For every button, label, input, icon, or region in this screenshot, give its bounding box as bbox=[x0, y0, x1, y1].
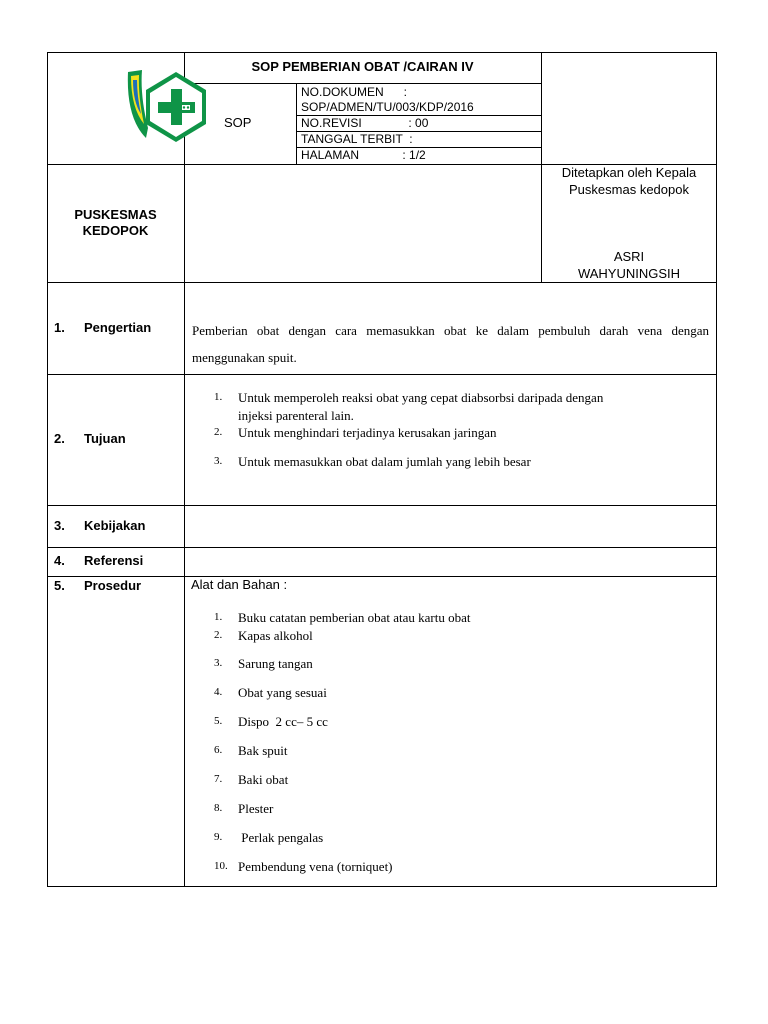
list-number: 8. bbox=[214, 802, 223, 814]
list-text: injeksi parenteral lain. bbox=[238, 408, 354, 423]
section-prosedur-label bbox=[54, 578, 141, 593]
list-text: Bak spuit bbox=[238, 743, 288, 758]
prosedur-subheading: Alat dan Bahan : bbox=[191, 577, 288, 592]
org-name bbox=[47, 207, 184, 239]
list-text: Baki obat bbox=[238, 772, 289, 787]
list-number: 7. bbox=[214, 773, 223, 785]
section-title: Pengertian bbox=[84, 320, 152, 335]
signer-name bbox=[541, 248, 717, 282]
list-number: 1. bbox=[214, 611, 223, 623]
section-number: 5. bbox=[54, 578, 65, 593]
list-number: 9. bbox=[214, 831, 223, 843]
puskesmas-logo bbox=[118, 66, 214, 148]
approval-line2: Puskesmas kedopok bbox=[569, 182, 689, 197]
section-number: 4. bbox=[54, 553, 65, 568]
issue-date: TANGGAL TERBIT : bbox=[301, 132, 413, 146]
list-number: 1. bbox=[214, 391, 223, 403]
list-number: 2. bbox=[214, 629, 223, 641]
document-title: SOP PEMBERIAN OBAT /CAIRAN IV bbox=[251, 59, 474, 74]
pengertian-text: Pemberian obat dengan cara memasukkan obat ke dalam pembuluh darah vena dengan menggunakan spuit. bbox=[192, 323, 709, 365]
section-referensi-label bbox=[54, 553, 143, 568]
sop-label: SOP bbox=[224, 115, 252, 130]
org-name-line2: KEDOPOK bbox=[82, 223, 149, 238]
list-number: 5. bbox=[214, 715, 223, 727]
section-kebijakan-label bbox=[54, 518, 145, 533]
approval-line1: Ditetapkan oleh Kepala bbox=[561, 165, 697, 180]
tujuan-list bbox=[214, 390, 704, 490]
list-number: 6. bbox=[214, 744, 223, 756]
revision-number: NO.REVISI : 00 bbox=[301, 116, 429, 130]
alat-bahan-list bbox=[214, 610, 704, 880]
section-number: 2. bbox=[54, 431, 65, 446]
list-number: 3. bbox=[214, 657, 223, 669]
list-text: Untuk menghindari terjadinya kerusakan jaringan bbox=[238, 425, 497, 440]
section-number: 3. bbox=[54, 518, 65, 533]
list-text: Obat yang sesuai bbox=[238, 685, 327, 700]
list-text: Plester bbox=[238, 801, 274, 816]
section-title: Referensi bbox=[84, 553, 144, 568]
list-number: 10. bbox=[214, 860, 228, 872]
list-text: Kapas alkohol bbox=[238, 628, 313, 643]
list-text: Sarung tangan bbox=[238, 656, 313, 671]
list-text: Dispo 2 cc– 5 cc bbox=[238, 714, 328, 729]
section-title: Tujuan bbox=[84, 431, 126, 446]
signer-line2: WAHYUNINGSIH bbox=[577, 266, 681, 281]
section-number: 1. bbox=[54, 320, 65, 335]
list-text: Buku catatan pemberian obat atau kartu obat bbox=[238, 610, 471, 625]
page-number: HALAMAN : 1/2 bbox=[301, 148, 426, 162]
list-text: Pembendung vena (torniquet) bbox=[238, 859, 393, 874]
org-name-line1: PUSKESMAS bbox=[74, 207, 157, 222]
section-title: Kebijakan bbox=[84, 518, 146, 533]
doc-number-label: NO.DOKUMEN : bbox=[301, 85, 408, 99]
signer-line1: ASRI bbox=[613, 249, 645, 264]
list-number: 3. bbox=[214, 455, 223, 467]
list-text: Untuk memperoleh reaksi obat yang cepat diabsorbsi daripada dengan bbox=[238, 390, 604, 405]
section-pengertian-label bbox=[54, 320, 151, 335]
list-text: Perlak pengalas bbox=[238, 830, 324, 845]
section-title: Prosedur bbox=[84, 578, 142, 593]
list-number: 2. bbox=[214, 426, 223, 438]
section-tujuan-label bbox=[54, 431, 126, 446]
approval-text bbox=[541, 164, 717, 198]
list-number: 4. bbox=[214, 686, 223, 698]
doc-number-value: SOP/ADMEN/TU/003/KDP/2016 bbox=[301, 100, 474, 114]
list-text: Untuk memasukkan obat dalam jumlah yang lebih besar bbox=[238, 454, 531, 469]
